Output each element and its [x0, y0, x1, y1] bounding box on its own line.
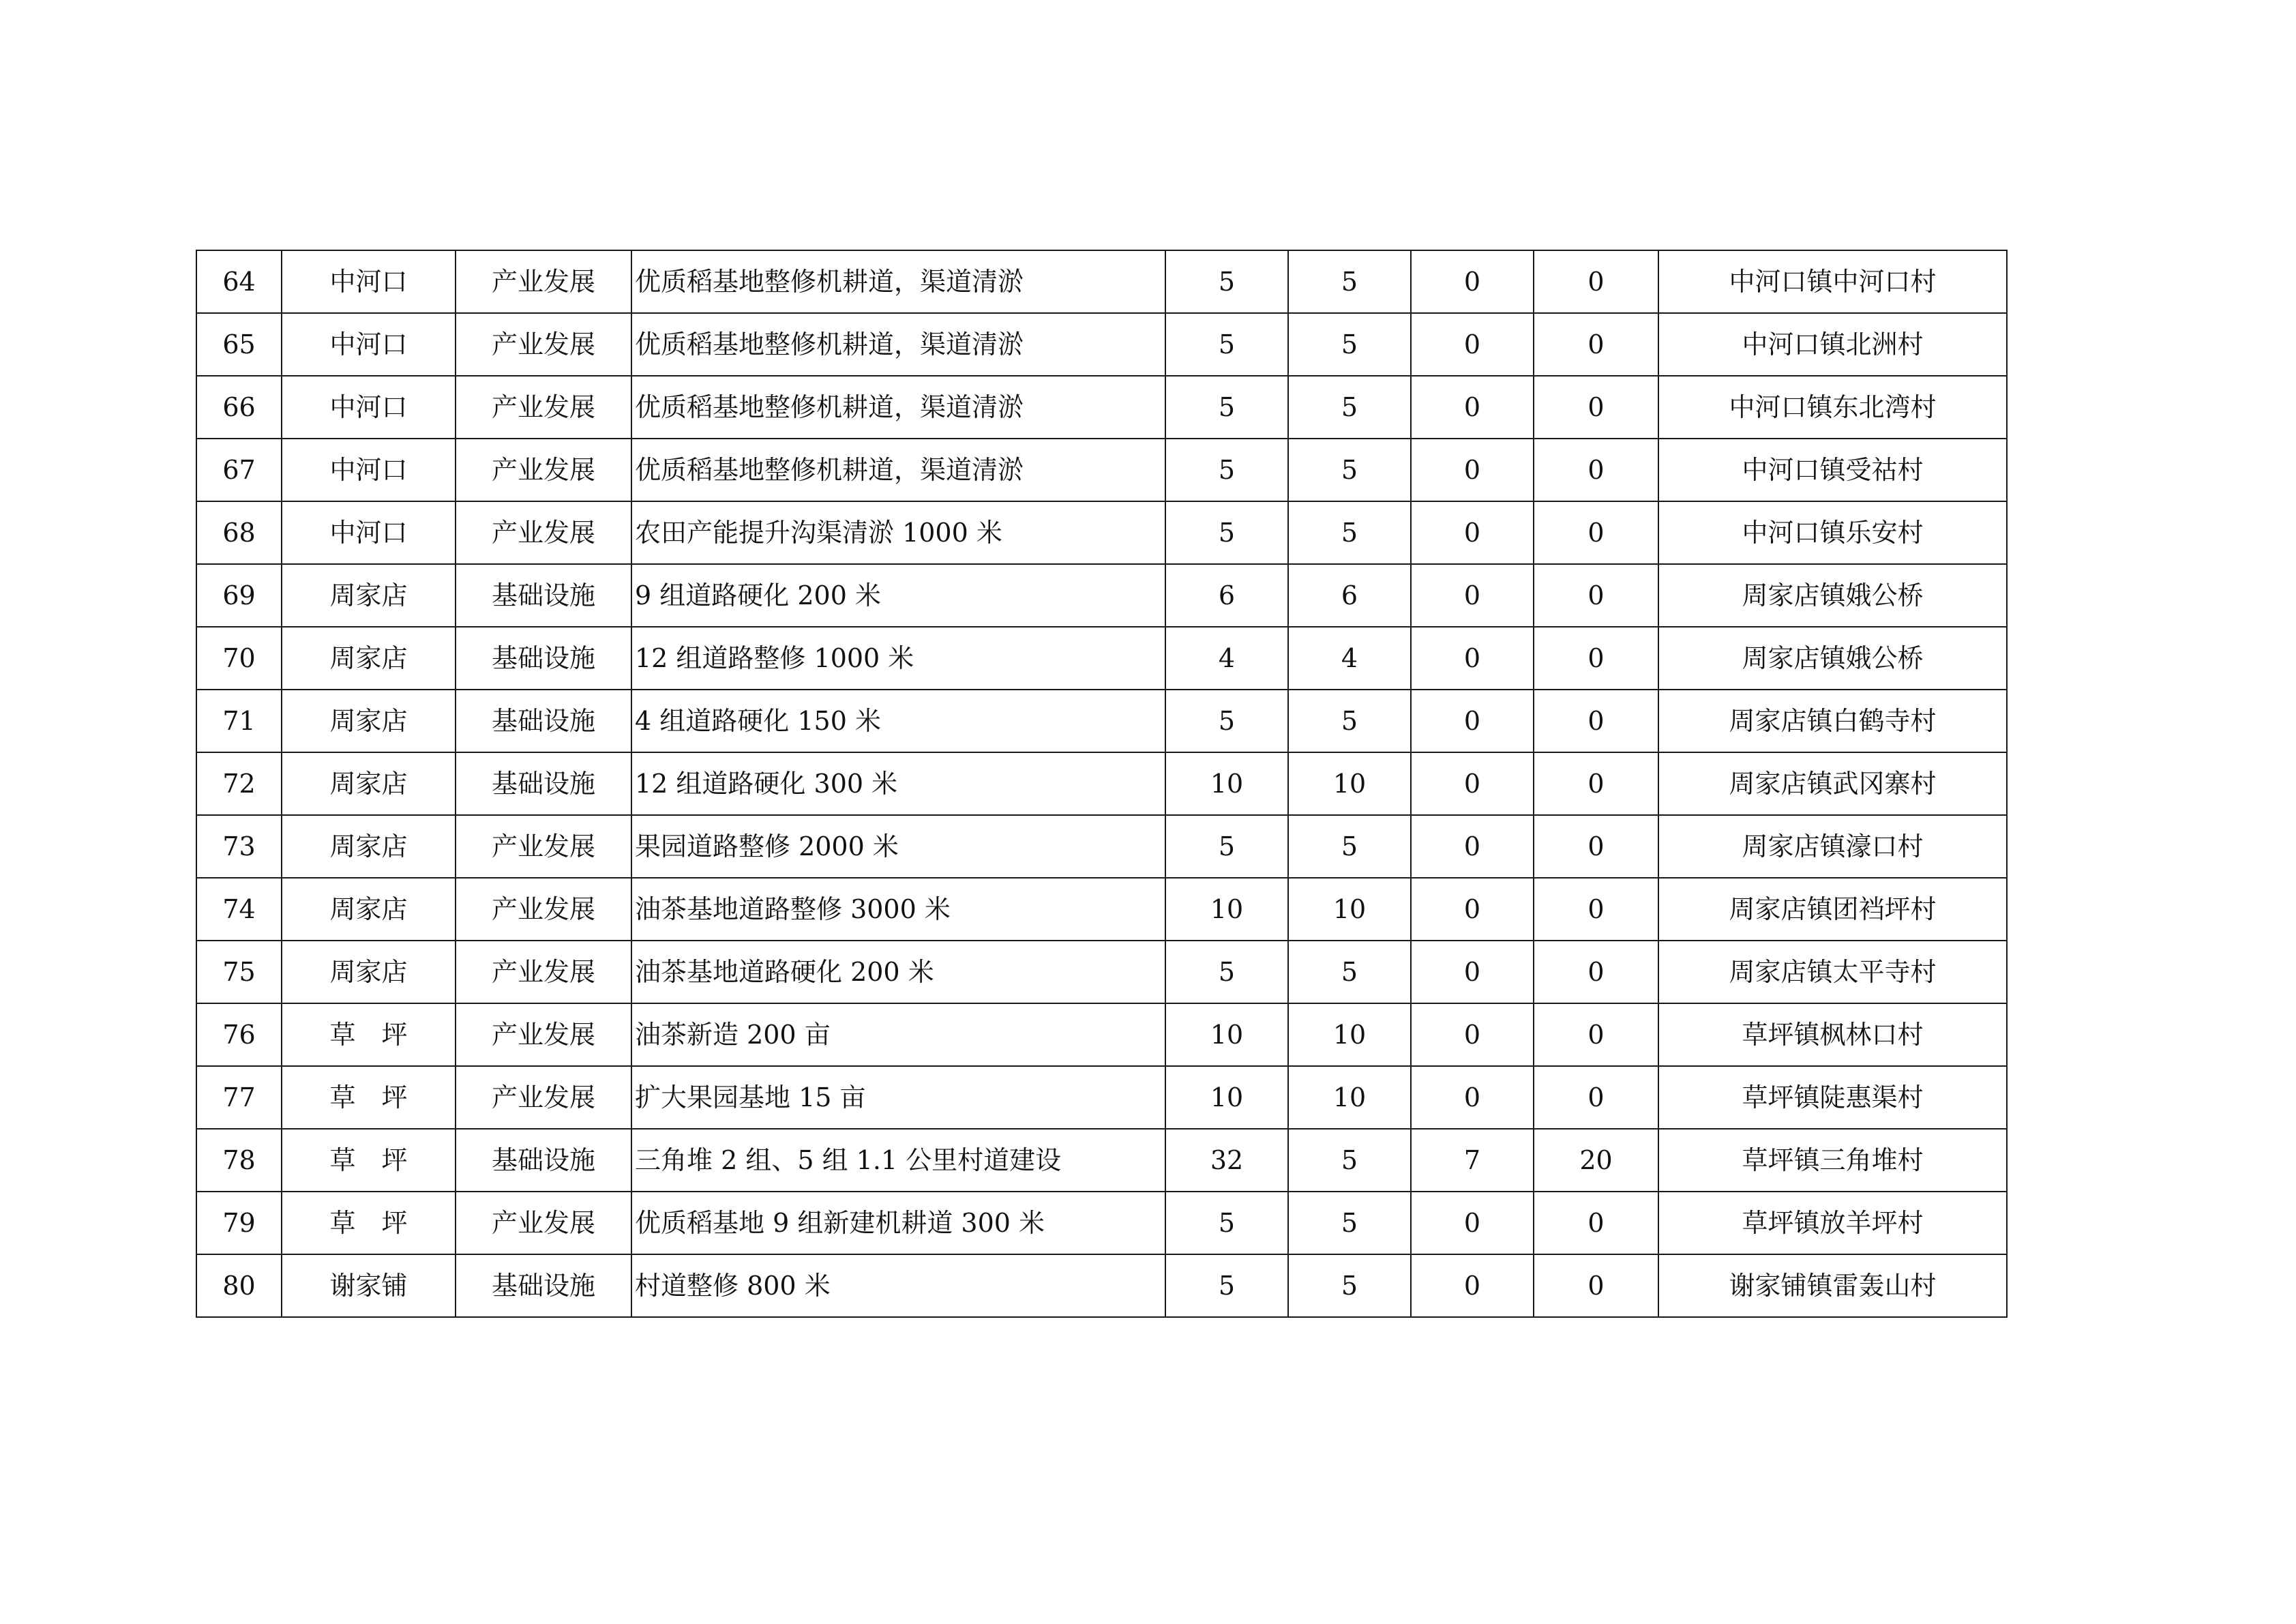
cell-project-content: 优质稻基地 9 组新建机耕道 300 米 — [631, 1192, 1165, 1254]
cell-number: 72 — [196, 752, 282, 815]
cell-amount-1: 10 — [1165, 752, 1288, 815]
cell-amount-3: 0 — [1411, 878, 1534, 941]
cell-amount-1: 10 — [1165, 878, 1288, 941]
cell-amount-4: 0 — [1534, 1192, 1658, 1254]
cell-number: 69 — [196, 564, 282, 627]
cell-amount-4: 20 — [1534, 1129, 1658, 1192]
cell-project-content: 9 组道路硬化 200 米 — [631, 564, 1165, 627]
cell-project-content: 农田产能提升沟渠清淤 1000 米 — [631, 501, 1165, 564]
cell-amount-3: 0 — [1411, 627, 1534, 690]
cell-number: 67 — [196, 439, 282, 501]
cell-location: 谢家铺镇雷轰山村 — [1658, 1254, 2007, 1317]
cell-amount-2: 5 — [1288, 941, 1411, 1003]
cell-category: 基础设施 — [456, 1254, 631, 1317]
cell-amount-2: 5 — [1288, 1254, 1411, 1317]
cell-town: 草 坪 — [282, 1129, 456, 1192]
cell-location: 草坪镇枫林口村 — [1658, 1003, 2007, 1066]
cell-amount-2: 5 — [1288, 439, 1411, 501]
cell-location: 中河口镇东北湾村 — [1658, 376, 2007, 439]
cell-category: 基础设施 — [456, 627, 631, 690]
cell-amount-1: 5 — [1165, 376, 1288, 439]
cell-category: 产业发展 — [456, 1192, 631, 1254]
cell-category: 产业发展 — [456, 815, 631, 878]
table-row — [196, 376, 2007, 439]
cell-amount-3: 0 — [1411, 439, 1534, 501]
table-row — [196, 878, 2007, 941]
table-row — [196, 690, 2007, 752]
cell-amount-2: 5 — [1288, 250, 1411, 313]
cell-town: 周家店 — [282, 752, 456, 815]
cell-town: 草 坪 — [282, 1192, 456, 1254]
cell-category: 产业发展 — [456, 1066, 631, 1129]
cell-amount-2: 5 — [1288, 690, 1411, 752]
cell-number: 75 — [196, 941, 282, 1003]
cell-location: 中河口镇乐安村 — [1658, 501, 2007, 564]
table-body — [196, 250, 2007, 1317]
cell-amount-4: 0 — [1534, 564, 1658, 627]
cell-number: 68 — [196, 501, 282, 564]
table-row — [196, 1003, 2007, 1066]
cell-location: 中河口镇中河口村 — [1658, 250, 2007, 313]
cell-amount-4: 0 — [1534, 376, 1658, 439]
table-row — [196, 1192, 2007, 1254]
cell-amount-3: 0 — [1411, 1066, 1534, 1129]
cell-project-content: 优质稻基地整修机耕道，渠道清淤 — [631, 376, 1165, 439]
cell-amount-4: 0 — [1534, 690, 1658, 752]
cell-amount-2: 5 — [1288, 376, 1411, 439]
cell-amount-2: 4 — [1288, 627, 1411, 690]
cell-town: 周家店 — [282, 815, 456, 878]
cell-amount-1: 5 — [1165, 501, 1288, 564]
cell-project-content: 12 组道路硬化 300 米 — [631, 752, 1165, 815]
cell-amount-1: 5 — [1165, 941, 1288, 1003]
cell-project-content: 三角堆 2 组、5 组 1.1 公里村道建设 — [631, 1129, 1165, 1192]
cell-amount-2: 10 — [1288, 1066, 1411, 1129]
cell-location: 中河口镇受祜村 — [1658, 439, 2007, 501]
cell-amount-2: 5 — [1288, 1129, 1411, 1192]
cell-amount-4: 0 — [1534, 1003, 1658, 1066]
cell-amount-3: 0 — [1411, 250, 1534, 313]
cell-number: 77 — [196, 1066, 282, 1129]
cell-town: 中河口 — [282, 439, 456, 501]
cell-amount-4: 0 — [1534, 815, 1658, 878]
cell-category: 产业发展 — [456, 313, 631, 376]
cell-town: 中河口 — [282, 376, 456, 439]
cell-town: 谢家铺 — [282, 1254, 456, 1317]
cell-amount-3: 0 — [1411, 690, 1534, 752]
cell-amount-2: 10 — [1288, 752, 1411, 815]
cell-amount-4: 0 — [1534, 1066, 1658, 1129]
cell-town: 中河口 — [282, 501, 456, 564]
cell-number: 70 — [196, 627, 282, 690]
cell-town: 中河口 — [282, 313, 456, 376]
cell-amount-1: 10 — [1165, 1066, 1288, 1129]
cell-amount-2: 5 — [1288, 501, 1411, 564]
cell-amount-3: 7 — [1411, 1129, 1534, 1192]
cell-amount-3: 0 — [1411, 1003, 1534, 1066]
cell-town: 草 坪 — [282, 1003, 456, 1066]
cell-amount-1: 5 — [1165, 313, 1288, 376]
cell-location: 周家店镇太平寺村 — [1658, 941, 2007, 1003]
table-row — [196, 941, 2007, 1003]
cell-number: 74 — [196, 878, 282, 941]
cell-project-content: 油茶基地道路整修 3000 米 — [631, 878, 1165, 941]
cell-project-content: 扩大果园基地 15 亩 — [631, 1066, 1165, 1129]
cell-number: 64 — [196, 250, 282, 313]
cell-amount-4: 0 — [1534, 878, 1658, 941]
cell-amount-1: 32 — [1165, 1129, 1288, 1192]
cell-amount-4: 0 — [1534, 439, 1658, 501]
cell-project-content: 油茶基地道路硬化 200 米 — [631, 941, 1165, 1003]
cell-amount-3: 0 — [1411, 1192, 1534, 1254]
cell-project-content: 4 组道路硬化 150 米 — [631, 690, 1165, 752]
cell-amount-4: 0 — [1534, 1254, 1658, 1317]
table-row — [196, 627, 2007, 690]
cell-amount-4: 0 — [1534, 941, 1658, 1003]
cell-location: 周家店镇团裆坪村 — [1658, 878, 2007, 941]
cell-project-content: 村道整修 800 米 — [631, 1254, 1165, 1317]
table-row — [196, 1066, 2007, 1129]
cell-amount-1: 4 — [1165, 627, 1288, 690]
table-row — [196, 501, 2007, 564]
cell-category: 产业发展 — [456, 1003, 631, 1066]
table-row — [196, 564, 2007, 627]
cell-town: 周家店 — [282, 878, 456, 941]
cell-amount-3: 0 — [1411, 941, 1534, 1003]
cell-town: 周家店 — [282, 627, 456, 690]
cell-number: 65 — [196, 313, 282, 376]
table-row — [196, 1129, 2007, 1192]
cell-amount-1: 5 — [1165, 439, 1288, 501]
table-row — [196, 815, 2007, 878]
table-row — [196, 313, 2007, 376]
cell-amount-2: 6 — [1288, 564, 1411, 627]
cell-amount-1: 5 — [1165, 690, 1288, 752]
cell-location: 草坪镇放羊坪村 — [1658, 1192, 2007, 1254]
cell-number: 80 — [196, 1254, 282, 1317]
cell-amount-2: 10 — [1288, 1003, 1411, 1066]
cell-amount-2: 5 — [1288, 1192, 1411, 1254]
cell-project-content: 优质稻基地整修机耕道，渠道清淤 — [631, 313, 1165, 376]
cell-project-content: 优质稻基地整修机耕道，渠道清淤 — [631, 250, 1165, 313]
cell-project-content: 12 组道路整修 1000 米 — [631, 627, 1165, 690]
cell-location: 周家店镇濠口村 — [1658, 815, 2007, 878]
table-row — [196, 439, 2007, 501]
cell-category: 产业发展 — [456, 878, 631, 941]
cell-amount-3: 0 — [1411, 815, 1534, 878]
cell-category: 基础设施 — [456, 752, 631, 815]
cell-location: 草坪镇三角堆村 — [1658, 1129, 2007, 1192]
cell-town: 周家店 — [282, 690, 456, 752]
cell-amount-4: 0 — [1534, 752, 1658, 815]
cell-project-content: 果园道路整修 2000 米 — [631, 815, 1165, 878]
cell-amount-1: 5 — [1165, 815, 1288, 878]
cell-number: 76 — [196, 1003, 282, 1066]
cell-location: 中河口镇北洲村 — [1658, 313, 2007, 376]
table-row — [196, 752, 2007, 815]
project-table — [196, 250, 2008, 1318]
cell-location: 周家店镇武冈寨村 — [1658, 752, 2007, 815]
cell-town: 中河口 — [282, 250, 456, 313]
cell-location: 草坪镇陡惠渠村 — [1658, 1066, 2007, 1129]
table-row — [196, 1254, 2007, 1317]
cell-amount-4: 0 — [1534, 313, 1658, 376]
cell-project-content: 油茶新造 200 亩 — [631, 1003, 1165, 1066]
cell-amount-2: 5 — [1288, 815, 1411, 878]
cell-town: 周家店 — [282, 564, 456, 627]
cell-category: 产业发展 — [456, 250, 631, 313]
cell-amount-4: 0 — [1534, 501, 1658, 564]
cell-amount-1: 5 — [1165, 1254, 1288, 1317]
cell-town: 草 坪 — [282, 1066, 456, 1129]
cell-category: 基础设施 — [456, 1129, 631, 1192]
cell-category: 基础设施 — [456, 690, 631, 752]
cell-amount-4: 0 — [1534, 250, 1658, 313]
cell-amount-1: 6 — [1165, 564, 1288, 627]
cell-amount-3: 0 — [1411, 1254, 1534, 1317]
cell-number: 79 — [196, 1192, 282, 1254]
cell-location: 周家店镇娥公桥 — [1658, 564, 2007, 627]
cell-number: 71 — [196, 690, 282, 752]
cell-amount-2: 10 — [1288, 878, 1411, 941]
cell-category: 产业发展 — [456, 376, 631, 439]
cell-category: 产业发展 — [456, 439, 631, 501]
cell-project-content: 优质稻基地整修机耕道，渠道清淤 — [631, 439, 1165, 501]
cell-amount-3: 0 — [1411, 376, 1534, 439]
cell-amount-3: 0 — [1411, 313, 1534, 376]
cell-amount-4: 0 — [1534, 627, 1658, 690]
cell-amount-1: 5 — [1165, 1192, 1288, 1254]
cell-location: 周家店镇白鹤寺村 — [1658, 690, 2007, 752]
cell-number: 78 — [196, 1129, 282, 1192]
cell-amount-3: 0 — [1411, 501, 1534, 564]
cell-location: 周家店镇娥公桥 — [1658, 627, 2007, 690]
cell-category: 产业发展 — [456, 501, 631, 564]
cell-amount-2: 5 — [1288, 313, 1411, 376]
cell-number: 66 — [196, 376, 282, 439]
cell-category: 产业发展 — [456, 941, 631, 1003]
cell-amount-1: 5 — [1165, 250, 1288, 313]
cell-amount-3: 0 — [1411, 752, 1534, 815]
cell-category: 基础设施 — [456, 564, 631, 627]
cell-amount-3: 0 — [1411, 564, 1534, 627]
cell-town: 周家店 — [282, 941, 456, 1003]
table-row — [196, 250, 2007, 313]
cell-amount-1: 10 — [1165, 1003, 1288, 1066]
cell-number: 73 — [196, 815, 282, 878]
